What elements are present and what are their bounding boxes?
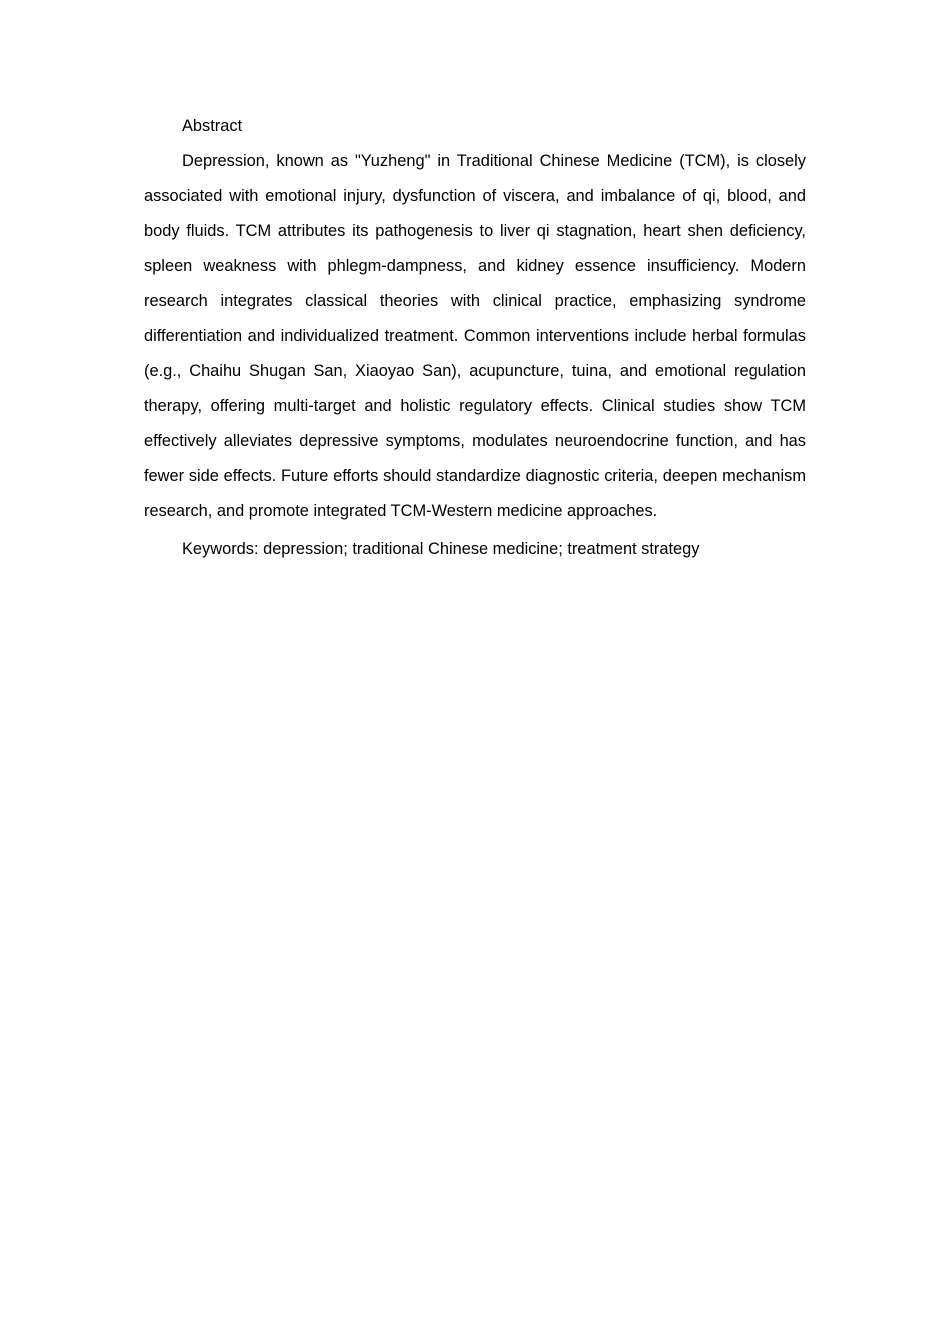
abstract-body: Depression, known as "Yuzheng" in Traditional Chinese Medicine (TCM), is closely associated with emotional injury, dysfunction of viscera, and imbalance of qi, blood, and body fluids. TCM attributes its pathogenesis to liver qi stagnation, heart shen deficiency, spleen weakness with phlegm-dampness, and kidney essence insufficiency. Modern research integrates classical theories with clinical practice, emphasizing syndrome differentiation and individualized treatment. Common interventions include herbal formulas (e.g., Chaihu Shugan San, Xiaoyao San), acupuncture, tuina, and emotional regulation therapy, offering multi-target and holistic regulatory effects. Clinical studies show TCM effectively alleviates depressive symptoms, modulates neuroendocrine function, and has fewer side effects. Future efforts should standardize diagnostic criteria, deepen mechanism research, and promote integrated TCM-Western medicine approaches. xyxy=(144,152,806,520)
abstract-heading: Abstract xyxy=(182,117,243,135)
abstract-section xyxy=(144,109,806,567)
keywords-line: Keywords: depression; traditional Chinese medicine; treatment strategy xyxy=(182,540,700,558)
